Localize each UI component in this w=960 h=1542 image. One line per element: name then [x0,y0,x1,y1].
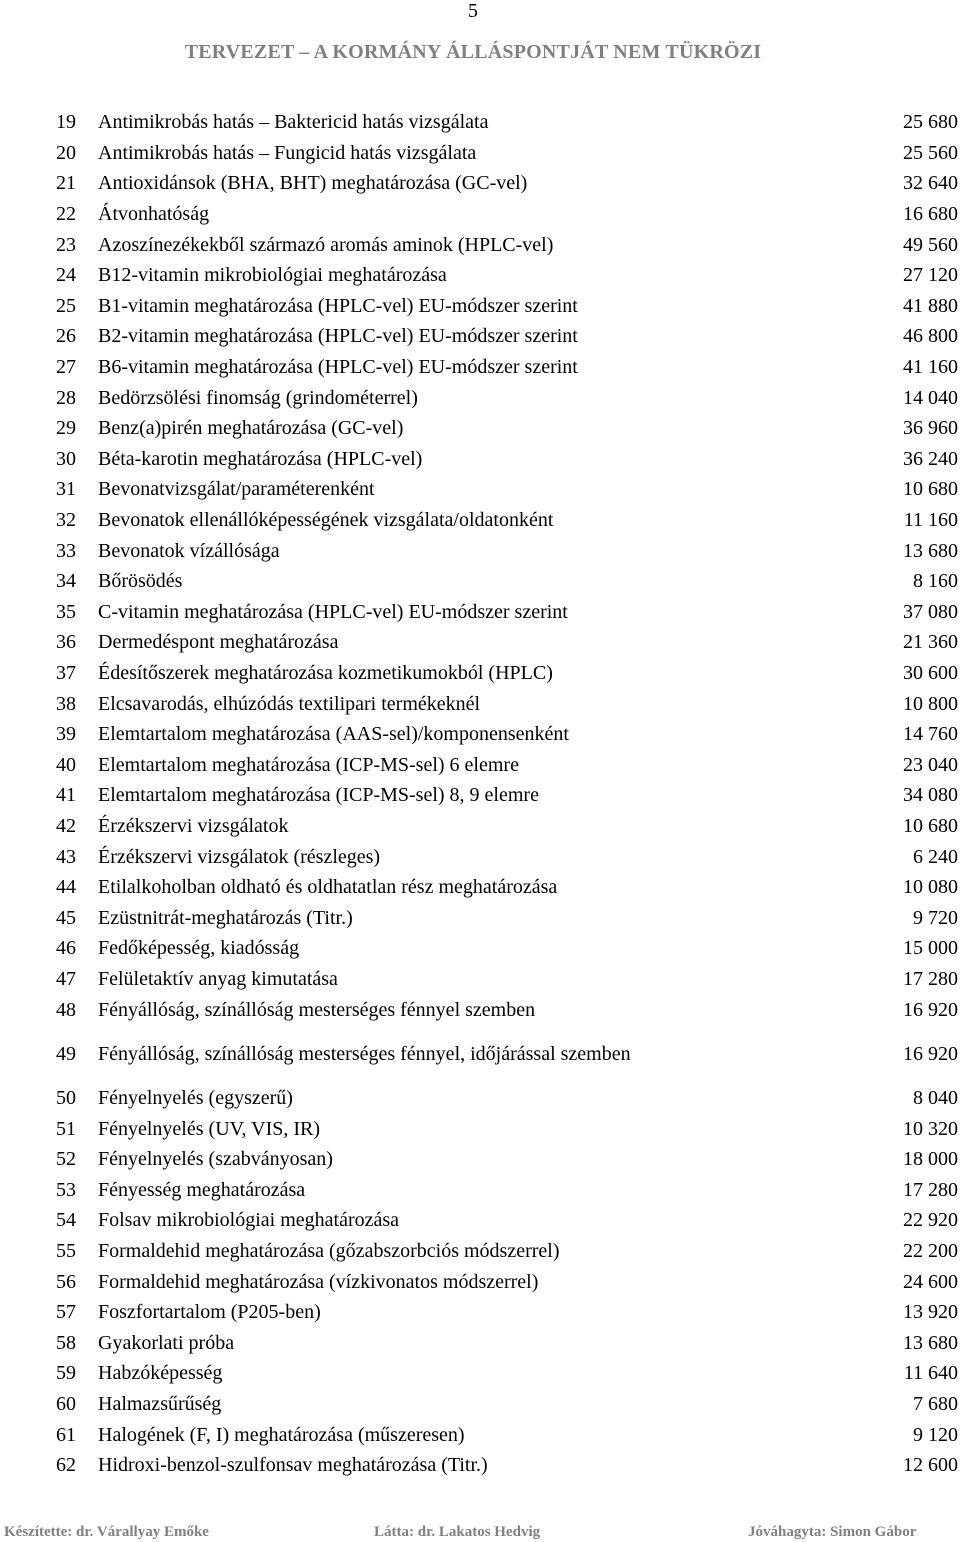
row-number: 31 [56,478,76,501]
table-row [56,902,960,933]
test-price: 25 560 [903,141,958,164]
row-number: 24 [56,264,76,287]
test-name: Dermedéspont meghatározása [98,631,339,654]
row-number: 37 [56,661,76,684]
table-row [56,352,960,383]
test-name: Habzóképesség [98,1362,223,1385]
row-number: 61 [56,1423,76,1446]
table-row [56,1266,960,1297]
table-row [56,1083,960,1114]
row-number: 36 [56,631,76,654]
test-name: Felületaktív anyag kimutatása [98,967,338,990]
footer-prepared-by: Készítette: dr. Várallyay Emőke [4,1524,209,1540]
row-number: 19 [56,111,76,134]
table-row [56,444,960,475]
row-number: 38 [56,692,76,715]
table-row [56,229,960,260]
test-name: C-vitamin meghatározása (HPLC-vel) EU-módszer szerint [98,600,568,623]
test-name: Fedőképesség, kiadósság [98,937,300,960]
test-price: 16 680 [903,203,958,226]
table-row [56,138,960,169]
test-price: 22 920 [903,1209,958,1232]
test-price: 7 680 [913,1393,958,1416]
test-price: 18 000 [903,1148,958,1171]
table-row [56,260,960,291]
test-name: Fényállóság, színállóság mesterséges fénnyel, időjárással szemben [98,1042,631,1065]
test-name: Bedörzsölési finomság (grindométerrel) [98,386,418,409]
table-row [56,749,960,780]
test-price: 13 680 [903,1331,958,1354]
row-number: 23 [56,233,76,256]
table-row [56,1175,960,1206]
test-price: 17 280 [903,1178,958,1201]
test-name: Elcsavarodás, elhúzódás textilipari termékeknél [98,692,481,715]
table-row [56,841,960,872]
row-number: 48 [56,998,76,1021]
row-number: 45 [56,906,76,929]
test-name: Hidroxi-benzol-szulfonsav meghatározása (Titr.) [98,1454,488,1477]
row-number: 56 [56,1270,76,1293]
test-name: B6-vitamin meghatározása (HPLC-vel) EU-módszer szerint [98,356,578,379]
row-number: 62 [56,1454,76,1477]
row-number: 43 [56,845,76,868]
test-name: Foszfortartalom (P205-ben) [98,1301,321,1324]
test-price: 16 920 [903,998,958,1021]
test-price: 11 640 [903,1362,958,1385]
table-row [56,474,960,505]
test-name: Édesítőszerek meghatározása kozmetikumokból (HPLC) [98,661,553,684]
test-price: 32 640 [903,172,958,195]
table-row [56,1236,960,1267]
test-price: 27 120 [903,264,958,287]
test-name: Gyakorlati próba [98,1331,235,1354]
row-number: 60 [56,1393,76,1416]
test-name: Érzékszervi vizsgálatok (részleges) [98,845,381,868]
row-number: 49 [56,1042,76,1065]
table-row [56,597,960,628]
test-price: 36 240 [903,447,958,470]
test-name: Benz(a)pirén meghatározása (GC-vel) [98,417,404,440]
table-row [56,291,960,322]
footer-seen-by: Látta: dr. Lakatos Hedvig [374,1524,541,1540]
row-number: 54 [56,1209,76,1232]
test-price: 10 320 [903,1117,958,1140]
test-price: 10 800 [903,692,958,715]
test-name: Elemtartalom meghatározása (ICP-MS-sel) 6 elemre [98,753,519,776]
test-price: 37 080 [903,600,958,623]
row-number: 29 [56,417,76,440]
row-number: 27 [56,356,76,379]
test-name: B12-vitamin mikrobiológiai meghatározása [98,264,447,287]
draft-notice: TERVEZET – A KORMÁNY ÁLLÁSPONTJÁT NEM TÜKRÖZI [184,41,762,63]
row-number: 44 [56,876,76,899]
test-price: 9 120 [913,1423,958,1446]
row-number: 40 [56,753,76,776]
table-row [56,413,960,444]
table-row [56,1144,960,1175]
test-price: 13 920 [903,1301,958,1324]
test-name: Bevonatok ellenállóképességének vizsgálata/oldatonként [98,509,554,532]
row-number: 50 [56,1087,76,1110]
table-row [56,1450,960,1481]
test-price: 10 680 [903,814,958,837]
row-number: 28 [56,386,76,409]
row-number: 52 [56,1148,76,1171]
test-price: 13 680 [903,539,958,562]
table-row [56,780,960,811]
test-price: 12 600 [903,1454,958,1477]
table-row [56,382,960,413]
row-number: 47 [56,967,76,990]
row-number: 59 [56,1362,76,1385]
test-name: Bevonatok vízállósága [98,539,280,562]
table-row [56,505,960,536]
test-name: B2-vitamin meghatározása (HPLC-vel) EU-módszer szerint [98,325,578,348]
test-price: 15 000 [903,937,958,960]
test-name: Ezüstnitrát-meghatározás (Titr.) [98,906,353,929]
test-name: Béta-karotin meghatározása (HPLC-vel) [98,447,423,470]
test-name: Elemtartalom meghatározása (AAS-sel)/komponensenként [98,723,569,746]
table-row [56,1205,960,1236]
table-row [56,964,960,995]
test-name: Elemtartalom meghatározása (ICP-MS-sel) 8, 9 elemre [98,784,539,807]
test-price: 21 360 [903,631,958,654]
test-name: B1-vitamin meghatározása (HPLC-vel) EU-módszer szerint [98,294,578,317]
test-name: Fényesség meghatározása [98,1178,306,1201]
row-number: 58 [56,1331,76,1354]
table-row [56,658,960,689]
test-price: 9 720 [913,906,958,929]
test-price: 22 200 [903,1240,958,1263]
table-row [56,627,960,658]
test-price: 25 680 [903,111,958,134]
test-name: Antioxidánsok (BHA, BHT) meghatározása (GC-vel) [98,172,528,195]
price-table-body [56,107,960,1481]
test-price: 41 160 [903,356,958,379]
test-name: Formaldehid meghatározása (vízkivonatos módszerrel) [98,1270,539,1293]
row-number: 46 [56,937,76,960]
row-number: 21 [56,172,76,195]
footer-approved-by: Jóváhagyta: Simon Gábor [748,1524,917,1540]
row-number: 53 [56,1178,76,1201]
row-number: 57 [56,1301,76,1324]
test-name: Fényelnyelés (szabványosan) [98,1148,333,1171]
table-row [56,1025,960,1083]
test-name: Formaldehid meghatározása (gőzabszorbciós módszerrel) [98,1240,560,1263]
table-row [56,199,960,230]
row-number: 41 [56,784,76,807]
test-price: 10 080 [903,876,958,899]
row-number: 55 [56,1240,76,1263]
test-name: Fényelnyelés (UV, VIS, IR) [98,1117,321,1140]
table-row [56,1328,960,1359]
table-row [56,811,960,842]
test-price: 10 680 [903,478,958,501]
table-row [56,1358,960,1389]
table-row [56,1389,960,1420]
row-number: 30 [56,447,76,470]
table-row [56,994,960,1025]
row-number: 39 [56,723,76,746]
test-name: Átvonhatóság [98,203,210,226]
row-number: 33 [56,539,76,562]
row-number: 34 [56,570,76,593]
test-name: Folsav mikrobiológiai meghatározása [98,1209,400,1232]
row-number: 26 [56,325,76,348]
test-name: Halogének (F, I) meghatározása (műszeresen) [98,1423,465,1446]
table-row [56,719,960,750]
test-name: Antimikrobás hatás – Baktericid hatás vizsgálata [98,111,489,134]
test-name: Etilalkoholban oldható és oldhatatlan rész meghatározása [98,876,558,899]
test-price: 36 960 [903,417,958,440]
page-number: 5 [468,0,478,22]
table-row [56,168,960,199]
table-row [56,933,960,964]
test-name: Bevonatvizsgálat/paraméterenként [98,478,375,501]
test-name: Fényelnyelés (egyszerű) [98,1087,293,1110]
table-row [56,688,960,719]
test-price: 8 160 [913,570,958,593]
row-number: 22 [56,203,76,226]
row-number: 20 [56,141,76,164]
table-row [56,1113,960,1144]
test-name: Antimikrobás hatás – Fungicid hatás vizsgálata [98,141,477,164]
row-number: 25 [56,294,76,317]
page-footer [0,1522,960,1542]
table-row [56,1297,960,1328]
test-name: Halmazsűrűség [98,1393,222,1416]
test-price: 8 040 [913,1087,958,1110]
table-row [56,1419,960,1450]
table-row [56,566,960,597]
test-name: Fényállóság, színállóság mesterséges fénnyel szemben [98,998,536,1021]
test-price: 11 160 [903,509,958,532]
test-price: 6 240 [913,845,958,868]
test-price: 23 040 [903,753,958,776]
test-price: 30 600 [903,661,958,684]
table-row [56,872,960,903]
price-table [56,107,960,1481]
test-price: 46 800 [903,325,958,348]
table-row [56,321,960,352]
row-number: 32 [56,509,76,532]
test-price: 34 080 [903,784,958,807]
test-price: 24 600 [903,1270,958,1293]
row-number: 51 [56,1117,76,1140]
test-price: 14 040 [903,386,958,409]
test-name: Bőrösödés [98,570,183,593]
row-number: 35 [56,600,76,623]
test-name: Érzékszervi vizsgálatok [98,814,289,837]
table-row [56,535,960,566]
table-row [56,107,960,138]
test-price: 14 760 [903,723,958,746]
row-number: 42 [56,814,76,837]
test-price: 41 880 [903,294,958,317]
test-price: 49 560 [903,233,958,256]
test-name: Azoszínezékekből származó aromás aminok (HPLC-vel) [98,233,554,256]
test-price: 17 280 [903,967,958,990]
test-price: 16 920 [903,1042,958,1065]
